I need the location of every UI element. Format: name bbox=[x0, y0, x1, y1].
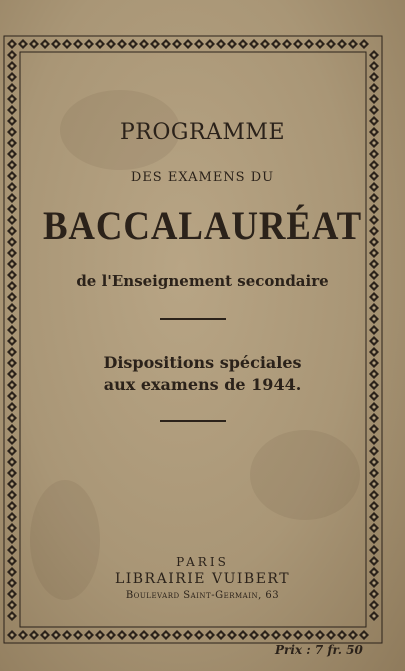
title-baccalaureat: BACCALAURÉAT bbox=[42, 203, 363, 248]
border-ornament bbox=[271, 39, 281, 49]
border-ornament bbox=[369, 83, 379, 93]
border-ornament bbox=[95, 39, 105, 49]
border-ornament bbox=[7, 523, 17, 533]
border-ornament bbox=[304, 630, 314, 640]
border-ornament bbox=[337, 630, 347, 640]
border-ornament bbox=[359, 630, 369, 640]
divider-rule bbox=[160, 420, 226, 422]
subtitle-enseignement: de l'Enseignement secondaire bbox=[76, 272, 329, 290]
border-ornament bbox=[7, 501, 17, 511]
border-ornament bbox=[7, 61, 17, 71]
border-ornament bbox=[7, 160, 17, 170]
border-bottom-ornaments bbox=[7, 630, 369, 640]
border-ornament bbox=[369, 523, 379, 533]
dispositions-line-1: Dispositions spéciales bbox=[103, 353, 302, 372]
border-ornament bbox=[7, 479, 17, 489]
border-ornament bbox=[7, 72, 17, 82]
border-ornament bbox=[7, 248, 17, 258]
border-ornament bbox=[7, 149, 17, 159]
border-ornament bbox=[7, 402, 17, 412]
border-ornament bbox=[7, 413, 17, 423]
border-ornament bbox=[282, 630, 292, 640]
border-ornament bbox=[7, 446, 17, 456]
border-ornament bbox=[369, 611, 379, 621]
border-ornament bbox=[7, 490, 17, 500]
divider-rule bbox=[160, 318, 226, 320]
border-ornament bbox=[369, 61, 379, 71]
border-ornament bbox=[238, 39, 248, 49]
border-ornament bbox=[369, 72, 379, 82]
border-ornament bbox=[369, 259, 379, 269]
border-ornament bbox=[271, 630, 281, 640]
border-ornament bbox=[7, 424, 17, 434]
border-ornament bbox=[117, 39, 127, 49]
border-ornament bbox=[249, 630, 259, 640]
border-ornament bbox=[62, 39, 72, 49]
border-ornament bbox=[369, 424, 379, 434]
border-ornament bbox=[369, 303, 379, 313]
border-ornament bbox=[7, 314, 17, 324]
border-ornament bbox=[51, 630, 61, 640]
border-ornament bbox=[7, 83, 17, 93]
border-ornament bbox=[150, 39, 160, 49]
border-ornament bbox=[95, 630, 105, 640]
border-ornament bbox=[106, 39, 116, 49]
title-examens: DES EXAMENS DU bbox=[130, 170, 275, 185]
border-ornament bbox=[369, 413, 379, 423]
border-ornament bbox=[227, 630, 237, 640]
border-ornament bbox=[73, 39, 83, 49]
border-ornament bbox=[150, 630, 160, 640]
border-ornament bbox=[238, 630, 248, 640]
border-ornament bbox=[7, 94, 17, 104]
border-ornament bbox=[369, 402, 379, 412]
border-ornament bbox=[337, 39, 347, 49]
border-ornament bbox=[369, 94, 379, 104]
border-ornament bbox=[359, 39, 369, 49]
border-ornament bbox=[172, 630, 182, 640]
border-ornament bbox=[369, 248, 379, 258]
border-ornament bbox=[7, 611, 17, 621]
border-ornament bbox=[348, 39, 358, 49]
border-ornament bbox=[369, 149, 379, 159]
border-ornament bbox=[7, 39, 17, 49]
border-ornament bbox=[227, 39, 237, 49]
border-ornament bbox=[369, 600, 379, 610]
border-ornament bbox=[7, 457, 17, 467]
border-ornament bbox=[73, 630, 83, 640]
border-ornament bbox=[7, 545, 17, 555]
border-ornament bbox=[7, 630, 17, 640]
publisher-name: LIBRAIRIE VUIBERT bbox=[114, 571, 291, 587]
border-ornament bbox=[7, 600, 17, 610]
border-ornament bbox=[369, 292, 379, 302]
border-ornament bbox=[369, 50, 379, 60]
border-ornament bbox=[106, 630, 116, 640]
border-ornament bbox=[7, 468, 17, 478]
border-ornament bbox=[51, 39, 61, 49]
border-ornament bbox=[369, 435, 379, 445]
price-label: Prix : 7 fr. 50 bbox=[275, 643, 363, 657]
border-ornament bbox=[205, 39, 215, 49]
border-ornament bbox=[40, 39, 50, 49]
border-ornament bbox=[369, 336, 379, 346]
border-ornament bbox=[369, 479, 379, 489]
border-ornament bbox=[7, 336, 17, 346]
border-ornament bbox=[128, 39, 138, 49]
border-ornament bbox=[139, 39, 149, 49]
border-ornament bbox=[260, 39, 270, 49]
border-ornament bbox=[18, 39, 28, 49]
title-programme: PROGRAMME bbox=[119, 120, 286, 145]
border-ornament bbox=[161, 39, 171, 49]
publisher-address: Boulevard Saint-Germain, 63 bbox=[125, 590, 280, 601]
border-ornament bbox=[7, 292, 17, 302]
border-ornament bbox=[18, 630, 28, 640]
border-ornament bbox=[205, 630, 215, 640]
border-ornament bbox=[369, 314, 379, 324]
border-ornament bbox=[326, 39, 336, 49]
border-top-ornaments bbox=[7, 39, 369, 49]
border-ornament bbox=[293, 630, 303, 640]
border-ornament bbox=[315, 39, 325, 49]
border-ornament bbox=[369, 545, 379, 555]
border-ornament bbox=[139, 630, 149, 640]
border-ornament bbox=[260, 630, 270, 640]
border-ornament bbox=[369, 534, 379, 544]
border-ornament bbox=[369, 105, 379, 115]
border-ornament bbox=[194, 39, 204, 49]
border-ornament bbox=[369, 325, 379, 335]
border-ornament bbox=[7, 303, 17, 313]
border-ornament bbox=[29, 630, 39, 640]
border-ornament bbox=[84, 630, 94, 640]
border-ornament bbox=[183, 630, 193, 640]
border-ornament bbox=[369, 457, 379, 467]
border-ornament bbox=[7, 259, 17, 269]
border-ornament bbox=[348, 630, 358, 640]
border-ornament bbox=[183, 39, 193, 49]
border-ornament bbox=[172, 39, 182, 49]
border-ornament bbox=[62, 630, 72, 640]
border-ornament bbox=[369, 490, 379, 500]
border-ornament bbox=[369, 468, 379, 478]
publisher-city: PARIS bbox=[176, 555, 229, 569]
border-ornament bbox=[304, 39, 314, 49]
border-ornament bbox=[216, 630, 226, 640]
border-ornament bbox=[7, 534, 17, 544]
border-ornament bbox=[369, 446, 379, 456]
border-ornament bbox=[7, 50, 17, 60]
border-ornament bbox=[315, 630, 325, 640]
border-ornament bbox=[293, 39, 303, 49]
border-ornament bbox=[117, 630, 127, 640]
border-ornament bbox=[29, 39, 39, 49]
border-ornament bbox=[369, 501, 379, 511]
border-ornament bbox=[249, 39, 259, 49]
border-ornament bbox=[7, 105, 17, 115]
border-ornament bbox=[40, 630, 50, 640]
border-ornament bbox=[369, 512, 379, 522]
border-ornament bbox=[282, 39, 292, 49]
border-ornament bbox=[7, 435, 17, 445]
border-ornament bbox=[326, 630, 336, 640]
border-ornament bbox=[84, 39, 94, 49]
border-ornament bbox=[7, 512, 17, 522]
border-ornament bbox=[7, 325, 17, 335]
border-ornament bbox=[161, 630, 171, 640]
border-ornament bbox=[216, 39, 226, 49]
border-ornament bbox=[128, 630, 138, 640]
border-ornament bbox=[369, 160, 379, 170]
border-ornament bbox=[194, 630, 204, 640]
dispositions-line-2: aux examens de 1944. bbox=[103, 375, 302, 394]
